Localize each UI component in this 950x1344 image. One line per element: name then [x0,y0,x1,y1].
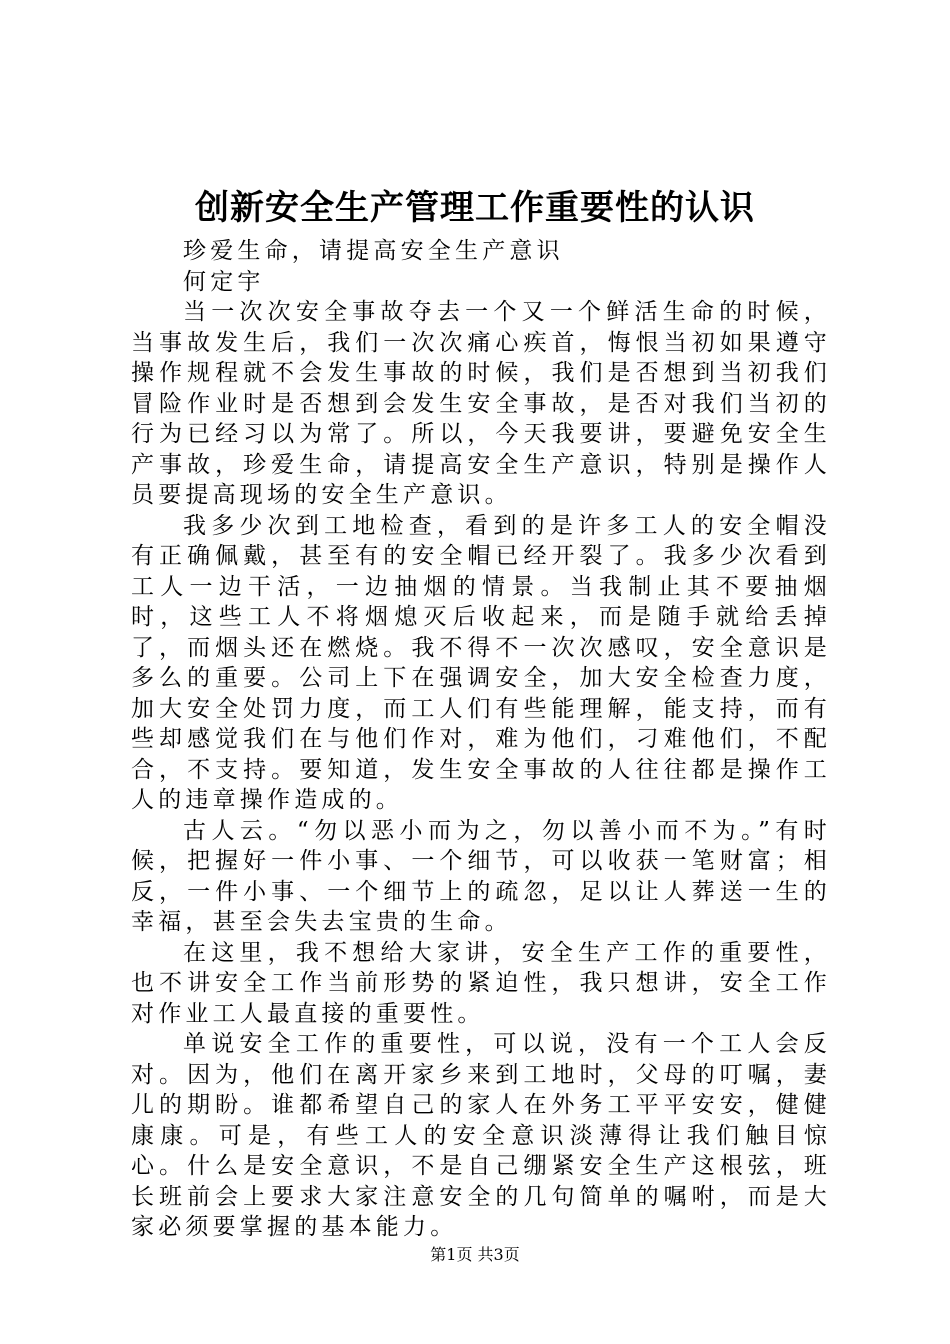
body-paragraph: 我多少次到工地检查，看到的是许多工人的安全帽没有正确佩戴，甚至有的安全帽已经开裂了。我多少次看到工人一边干活，一边抽烟的情景。当我制止其不要抽烟时，这些工人不将烟熄灭后收起来，而是随手就给丢掉了，而烟头还在燃烧。我不得不一次次感叹，安全意识是多么的重要。公司上下在强调安全，加大安全检查力度，加大安全处罚力度，而工人们有些能理解，能支持，而有些却感觉我们在与他们作对，难为他们，刁难他们，不配合，不支持。要知道，发生安全事故的人往往都是操作工人的违章操作造成的。 [131,512,831,813]
document-body [131,236,831,1243]
document-author: 何定宇 [183,268,265,295]
page-footer: 第1页 共3页 [430,1245,520,1264]
document-subtitle: 珍爱生命，请提高安全生产意识 [183,238,564,264]
body-paragraph: 在这里，我不想给大家讲，安全生产工作的重要性，也不讲安全工作当前形势的紧迫性，我只想讲，安全工作对作业工人最直接的重要性。 [131,939,831,1027]
body-paragraph: 单说安全工作的重要性，可以说，没有一个工人会反对。因为，他们在离开家乡来到工地时，父母的叮嘱，妻儿的期盼。谁都希望自己的家人在外务工平平安安，健健康康。可是，有些工人的安全意识淡薄得让我们触目惊心。什么是安全意识，不是自己绷紧安全生产这根弦，班长班前会上要求大家注意安全的几句简单的嘱咐，而是大家必须要掌握的基本能力。 [131,1031,831,1240]
body-paragraph: 当一次次安全事故夺去一个又一个鲜活生命的时候，当事故发生后，我们一次次痛心疾首，悔恨当初如果遵守操作规程就不会发生事故的时候，我们是否想到当初我们冒险作业时是否想到会发生安全事故，是否对我们当初的行为已经习以为常了。所以，今天我要讲，要避免安全生产事故，珍爱生命，请提高安全生产意识，特别是操作人员要提高现场的安全生产意识。 [131,299,831,508]
body-paragraph: 古人云。“勿以恶小而为之，勿以善小而不为。”有时候，把握好一件小事、一个细节，可以收获一笔财富；相反，一件小事、一个细节上的疏忽，足以让人葬送一生的幸福，甚至会失去宝贵的生命。 [131,817,831,935]
document-title: 创新安全生产管理工作重要性的认识 [195,188,755,228]
